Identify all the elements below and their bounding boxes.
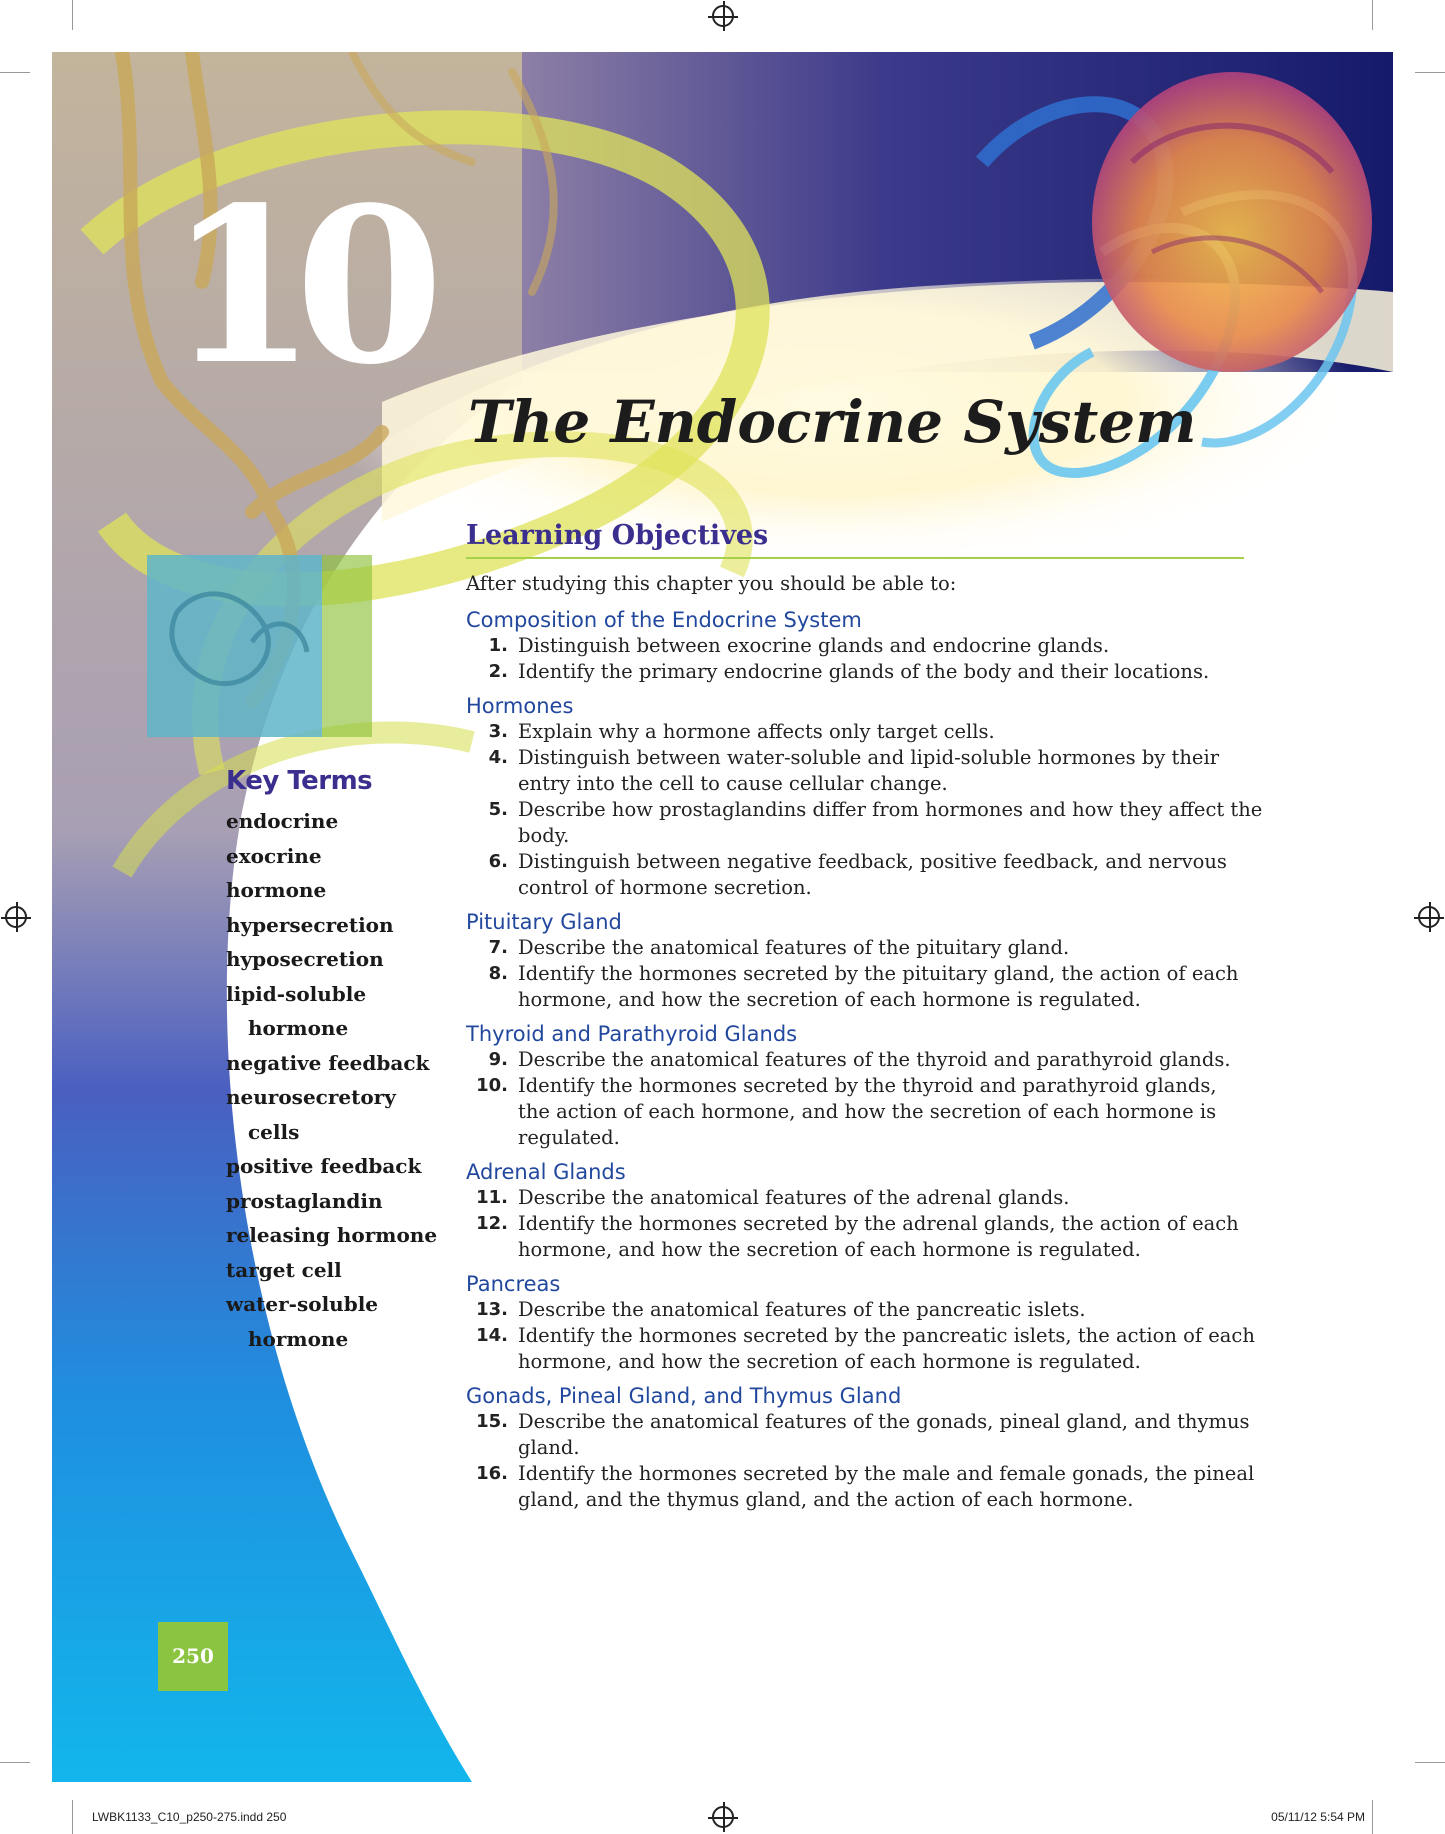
crop-mark <box>72 1800 73 1834</box>
objective-item <box>466 1073 1266 1151</box>
key-term <box>226 1287 437 1356</box>
objective-number: 16. <box>476 1463 508 1484</box>
objective-text-line: gland. <box>518 1436 580 1459</box>
objective-text-line: hormone, and how the secretion of each hormone is regulated. <box>518 1350 1141 1373</box>
learning-objectives-list <box>466 571 1266 1521</box>
key-term-text: prostaglandin <box>226 1188 383 1213</box>
crop-mark <box>1415 1762 1445 1763</box>
objective-section <box>466 1383 1266 1513</box>
objective-number: 13. <box>476 1299 508 1320</box>
key-term <box>226 873 437 908</box>
key-term <box>226 804 437 839</box>
key-term-text: releasing hormone <box>226 1223 438 1247</box>
crop-mark <box>0 72 30 73</box>
registration-mark-icon <box>712 5 734 27</box>
objective-text-line: Describe the anatomical features of the thyroid and parathyroid glands. <box>518 1048 1231 1071</box>
key-term-text: cells <box>248 1119 300 1144</box>
page-number-badge <box>158 1622 228 1691</box>
objective-section <box>466 909 1266 1013</box>
objective-number: 12. <box>476 1213 508 1234</box>
objective-number: 5. <box>488 799 508 820</box>
key-term-text: hyposecretion <box>226 947 384 971</box>
objective-number: 9. <box>488 1049 508 1070</box>
key-term <box>226 1253 437 1288</box>
objective-text-line: Describe the anatomical features of the pituitary gland. <box>518 936 1070 959</box>
objective-text-line: Explain why a hormone affects only target cells. <box>518 720 995 743</box>
crop-mark <box>0 1762 30 1763</box>
crop-mark <box>72 0 73 30</box>
objective-text-line: Identify the hormones secreted by the thyroid and parathyroid glands, <box>518 1074 1217 1097</box>
objective-text-line: Identify the hormones secreted by the pituitary gland, the action of each <box>518 962 1239 985</box>
key-term-text: hormone <box>248 1326 349 1351</box>
key-term-text: exocrine <box>226 843 322 868</box>
objective-item <box>466 961 1266 1013</box>
chapter-number: 10 <box>168 161 422 412</box>
key-term <box>226 908 437 943</box>
objective-item <box>466 849 1266 901</box>
registration-mark-icon <box>1418 906 1440 928</box>
objective-text-line: the action of each hormone, and how the secretion of each hormone is <box>518 1100 1217 1123</box>
slug-file-info: LWBK1133_C10_p250-275.indd 250 <box>92 1810 287 1824</box>
objective-item <box>466 1211 1266 1263</box>
objective-sections <box>466 607 1266 1513</box>
objective-item <box>466 1047 1266 1073</box>
objective-text-line: Describe the anatomical features of the gonads, pineal gland, and thymus <box>518 1410 1250 1433</box>
objective-item <box>466 633 1266 659</box>
section-title: Composition of the Endocrine System <box>466 608 862 632</box>
key-term-text: endocrine <box>226 809 339 833</box>
objective-section <box>466 693 1266 901</box>
slug-date: 05/11/12 5:54 PM <box>1271 1810 1365 1824</box>
section-title: Hormones <box>466 694 574 718</box>
key-term <box>226 1149 437 1184</box>
section-title: Gonads, Pineal Gland, and Thymus Gland <box>466 1384 902 1408</box>
section-title: Pituitary Gland <box>466 910 622 934</box>
objective-section <box>466 1159 1266 1263</box>
objective-item <box>466 935 1266 961</box>
objective-item <box>466 797 1266 849</box>
objective-number: 2. <box>488 661 508 682</box>
objective-text-line: control of hormone secretion. <box>518 876 812 899</box>
objective-number: 8. <box>488 963 508 984</box>
objective-item <box>466 1409 1266 1461</box>
objective-text-line: body. <box>518 824 570 847</box>
key-terms-list <box>226 804 437 1356</box>
key-term <box>226 1046 437 1081</box>
key-term-text: hormone <box>226 878 327 902</box>
objective-text-line: gland, and the thymus gland, and the action of each hormone. <box>518 1488 1134 1511</box>
key-term <box>226 1184 437 1219</box>
objective-item <box>466 1297 1266 1323</box>
crop-mark <box>1372 1800 1373 1834</box>
key-terms-heading: Key Terms <box>226 766 373 796</box>
key-term <box>226 839 437 874</box>
objective-item <box>466 719 1266 745</box>
objective-text-line: entry into the cell to cause cellular change. <box>518 772 948 795</box>
objective-text-line: Distinguish between exocrine glands and endocrine glands. <box>518 634 1110 657</box>
page-number: 250 <box>172 1644 214 1668</box>
objective-item <box>466 1185 1266 1211</box>
key-term <box>226 942 437 977</box>
objective-text-line: Identify the hormones secreted by the adrenal glands, the action of each <box>518 1212 1239 1235</box>
objective-number: 7. <box>488 937 508 958</box>
objective-text-line: Distinguish between negative feedback, positive feedback, and nervous <box>518 850 1227 873</box>
objective-number: 3. <box>488 721 508 742</box>
registration-mark-icon <box>712 1806 734 1828</box>
objective-text-line: Identify the hormones secreted by the male and female gonads, the pineal <box>518 1462 1255 1485</box>
heading-rule <box>466 557 1244 559</box>
key-term <box>226 977 437 1046</box>
objective-text-line: hormone, and how the secretion of each hormone is regulated. <box>518 1238 1141 1261</box>
objective-text-line: Describe the anatomical features of the pancreatic islets. <box>518 1298 1086 1321</box>
objective-section <box>466 1271 1266 1375</box>
key-term-text: target cell <box>226 1257 342 1282</box>
learning-objectives-heading: Learning Objectives <box>466 520 769 551</box>
key-term-text: hypersecretion <box>226 912 394 937</box>
key-term <box>226 1218 437 1253</box>
objective-item <box>466 745 1266 797</box>
objective-text-line: Describe the anatomical features of the adrenal glands. <box>518 1186 1070 1209</box>
crop-mark <box>1415 72 1445 73</box>
objective-number: 4. <box>488 747 508 768</box>
key-term-text: lipid-soluble <box>226 981 367 1006</box>
objective-text-line: regulated. <box>518 1126 620 1149</box>
key-term-text: water-soluble <box>226 1292 379 1316</box>
section-title: Adrenal Glands <box>466 1160 626 1184</box>
key-term-text: negative feedback <box>226 1050 430 1075</box>
objective-number: 10. <box>476 1075 508 1096</box>
objective-text-line: Distinguish between water-soluble and lipid-soluble hormones by their <box>518 746 1220 769</box>
registration-mark-icon <box>5 906 27 928</box>
objective-section <box>466 1021 1266 1151</box>
objective-text-line: Describe how prostaglandins differ from hormones and how they affect the <box>518 798 1263 821</box>
objective-number: 6. <box>488 851 508 872</box>
objective-item <box>466 1323 1266 1375</box>
key-term-text: neurosecretory <box>226 1085 396 1109</box>
objective-item <box>466 1461 1266 1513</box>
key-term-text: positive feedback <box>226 1154 422 1178</box>
objective-number: 1. <box>488 635 508 656</box>
objective-number: 14. <box>476 1325 508 1346</box>
objectives-intro: After studying this chapter you should be able to: <box>466 572 957 595</box>
section-title: Pancreas <box>466 1272 561 1296</box>
key-term <box>226 1080 437 1149</box>
chapter-title: The Endocrine System <box>468 388 1197 456</box>
crop-mark <box>1372 0 1373 30</box>
objective-text-line: hormone, and how the secretion of each hormone is regulated. <box>518 988 1141 1011</box>
objective-number: 15. <box>476 1411 508 1432</box>
objective-text-line: Identify the primary endocrine glands of the body and their locations. <box>518 660 1210 683</box>
section-title: Thyroid and Parathyroid Glands <box>466 1022 798 1046</box>
objective-section <box>466 607 1266 685</box>
objective-number: 11. <box>476 1187 508 1208</box>
objective-item <box>466 659 1266 685</box>
key-term-text: hormone <box>248 1016 349 1040</box>
objective-text-line: Identify the hormones secreted by the pancreatic islets, the action of each <box>518 1324 1255 1347</box>
